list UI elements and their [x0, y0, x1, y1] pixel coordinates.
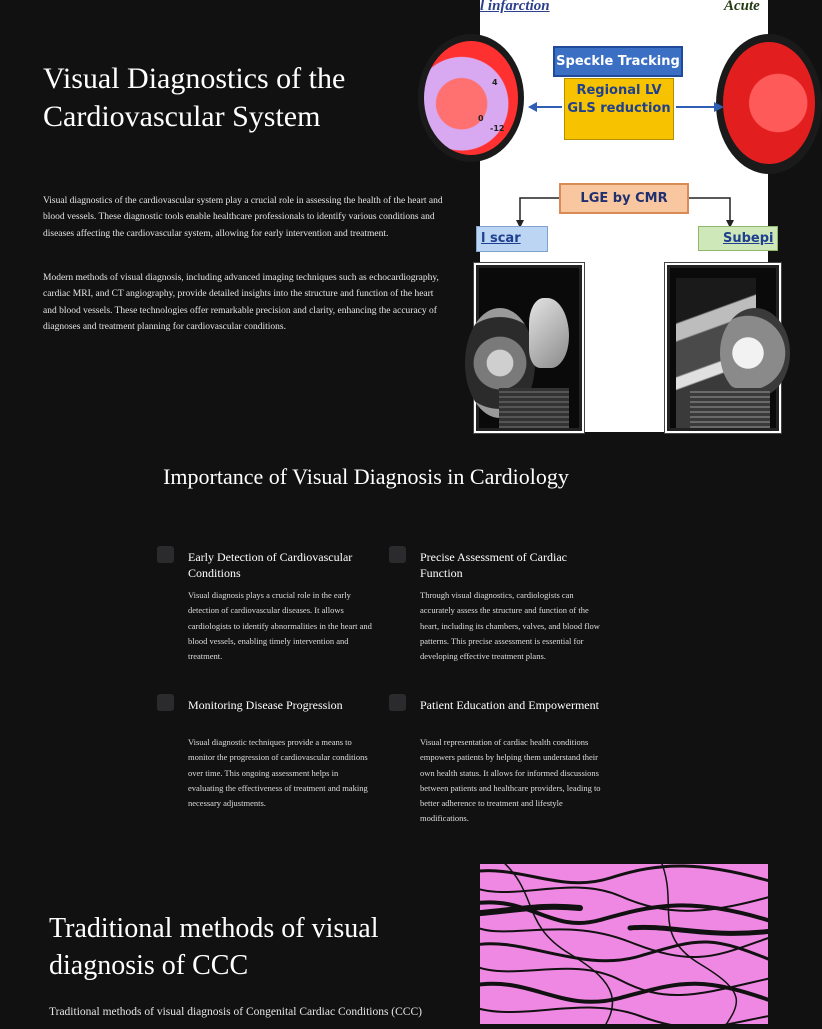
subepi-box: Subepi [698, 226, 778, 251]
importance-card [157, 546, 174, 563]
hero-paragraph: Visual diagnostics of the cardiovascular system play a crucial role in assessing the health of the heart and blood vessels. These diagnostic tools enable healthcare professionals to identify various conditions and diseases affecting the cardiovascular system, allowing for early intervention and treatment. [43, 196, 443, 239]
importance-card [157, 694, 174, 711]
importance-card [389, 546, 406, 563]
mri-scan-image [667, 265, 779, 431]
hero-paragraph: Modern methods of visual diagnosis, including advanced imaging techniques such as echocardiography, cardiac MRI, and CT angiography, provide detailed insights into the structure and function of the heart and blood vessels. These technologies offer remarkable precision and clarity, enhancing the accuracy of diagnoses and treatment planning for cardiovascular conditions. [43, 273, 439, 332]
importance-card [389, 694, 406, 711]
card-title: Patient Education and Empowerment [420, 698, 599, 712]
lge-cmr-box: LGE by CMR [559, 183, 689, 214]
diagnostic-diagram-image [478, 0, 774, 432]
bullseye-value: 4 [492, 78, 498, 87]
card-description: Visual diagnostic techniques provide a means to monitor the progression of cardiovascular conditions over time. This ongoing assessment helps in evaluating the effectiveness of treatment and making necessary adjustments. [188, 737, 368, 809]
bullseye-value: -12 [490, 124, 505, 133]
card-description: Visual diagnosis plays a crucial role in the early detection of cardiovascular diseases. It allows cardiologists to identify abnormalities in the heart and blood vessels, enabling timely intervention and treatment. [188, 590, 372, 662]
card-title: Early Detection of Cardiovascular Conditions [188, 550, 353, 580]
card-icon [157, 694, 174, 711]
section-title: Traditional methods of visual diagnosis of CCC [49, 913, 379, 981]
section-heading: Importance of Visual Diagnosis in Cardiology [163, 464, 569, 489]
mri-scan-image [476, 265, 582, 431]
card-title: Monitoring Disease Progression [188, 698, 343, 712]
regional-gls-box: Regional LV GLS reduction [564, 78, 674, 140]
hero-title: Visual Diagnostics of the Cardiovascular System [43, 62, 346, 133]
abstract-art-image [480, 864, 768, 1024]
card-description: Visual representation of cardiac health conditions empowers patients by helping them understand their own health status. It allows for informed discussions between patients and healthcare providers, leading to better adherence to treatment and lifestyle modifications. [420, 737, 601, 824]
speckle-tracking-box: Speckle Tracking [553, 46, 683, 77]
card-icon [389, 546, 406, 563]
diagram-caption-left: l infarction [480, 0, 550, 14]
card-icon [389, 694, 406, 711]
card-icon [157, 546, 174, 563]
section-intro: Traditional methods of visual diagnosis of Congenital Cardiac Conditions (CCC) [49, 1006, 422, 1018]
card-description: Through visual diagnostics, cardiologists can accurately assess the structure and function of the heart, including its chambers, valves, and blood flow patterns. This precise assessment is essential for developing effective treatment plans. [420, 590, 600, 662]
card-title: Precise Assessment of Cardiac Function [420, 550, 567, 580]
arrow-icon [528, 100, 760, 114]
bullseye-left [418, 34, 524, 162]
scar-box: l scar [476, 226, 548, 252]
diagram-caption-right: Acute [724, 0, 760, 14]
bullseye-value: 0 [478, 114, 484, 123]
branch-arrows [480, 196, 768, 230]
